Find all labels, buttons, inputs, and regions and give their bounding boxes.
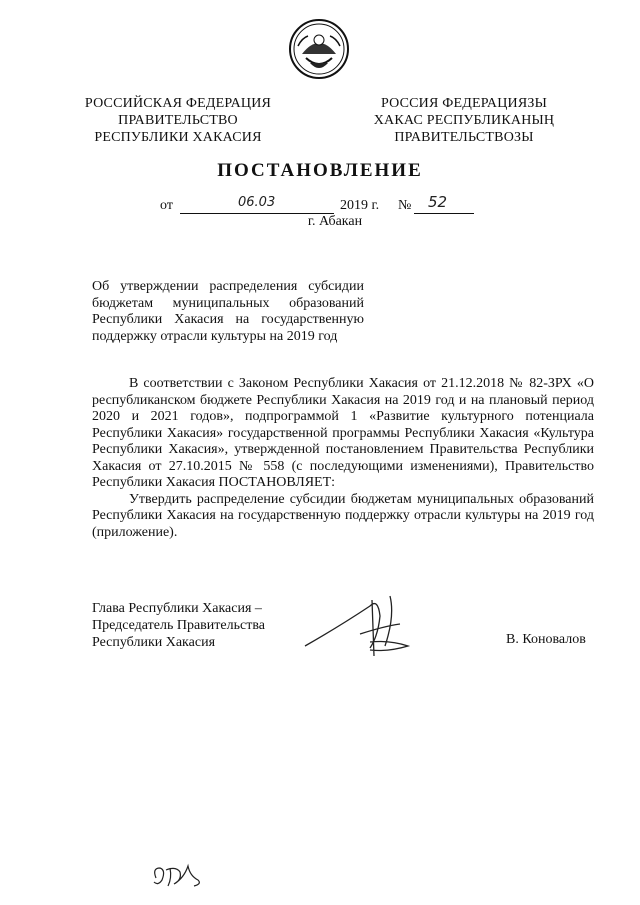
date-handwritten: 06.03 [238,195,276,210]
signatory-position [92,600,322,651]
city-name: г. Абакан [307,214,363,229]
header-right-line: ПРАВИТЕЛЬСТВОЗЫ [394,130,534,145]
header-right-line: РОССИЯ ФЕДЕРАЦИЯЗЫ [380,96,548,111]
document-subject: Об утверждении распределения субсидии бюджетам муниципальных образований Республики Хакасия на государственную поддержку отрасли культуры на 2019 год [92,279,364,344]
coat-of-arms-emblem [288,18,350,80]
signatory-name: В. Коновалов [506,632,586,647]
signatory-position-line: Республики Хакасия [92,635,216,650]
document-title: ПОСТАНОВЛЕНИЕ [217,160,423,181]
handwritten-initials [150,856,206,890]
body-paragraph: Утвердить распределение субсидии бюджетам муниципальных образований Республики Хакасия на государственную поддержку отрасли культуры на 2019 год (приложение). [92,491,594,540]
header-left-line: РЕСПУБЛИКИ ХАКАСИЯ [94,130,262,145]
header-left-line: ПРАВИТЕЛЬСТВО [118,113,238,128]
signatory-position-line: Глава Республики Хакасия – [92,601,262,616]
header-right-line: ХАКАС РЕСПУБЛИКАНЫҢ [373,113,555,128]
header-left-block [70,95,286,146]
number-handwritten: 52 [428,193,448,211]
header-left-line: РОССИЙСКАЯ ФЕДЕРАЦИЯ [84,96,272,111]
header-right-block [352,95,576,146]
body-paragraph: В соответствии с Законом Республики Хакасия от 21.12.2018 № 82-ЗРХ «О республиканском бюджете Республики Хакасия на 2019 год и на плановый период 2020 и 2021 годов», подпрограммой 1 «Развитие культурного потенциала Республики Хакасия» государственной программы Республики Хакасия «Культура Республики Хакасия», утвержденной постановлением Правительства Республики Хакасия от 27.10.2015 № 558 (с последующими изменениями), Правительство Республики Хакасия ПОСТАНОВЛЯЕТ: [92,376,594,490]
signatory-position-line: Председатель Правительства [92,618,265,633]
handwritten-signature [300,586,420,666]
date-year: 2019 г. [340,198,380,213]
date-prefix: от [160,198,173,213]
document-body [92,376,594,541]
number-sign: № [398,198,412,213]
